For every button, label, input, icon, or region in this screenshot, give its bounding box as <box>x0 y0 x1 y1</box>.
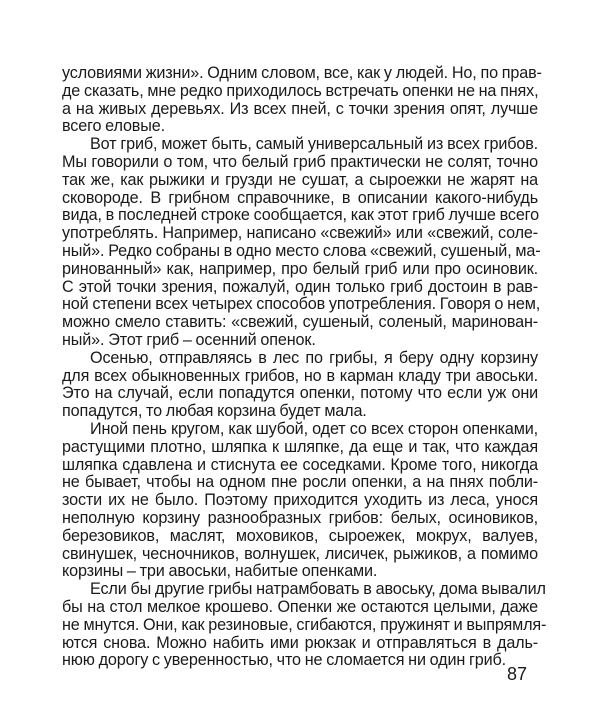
paragraph <box>62 135 541 350</box>
text-line: Вот гриб, может быть, самый универсальный из всех грибов. <box>90 135 538 154</box>
text-line: вида, в последней строке сообщается, как этот гриб лучше всего <box>62 206 539 225</box>
text-line: зости их не было. Поэтому приходится уходить из леса, унося <box>62 491 538 510</box>
text-line: Это на случай, если попадутся опенки, потому что если уж они <box>62 384 538 403</box>
text-line: Если бы другие грибы натрамбовать в авоську, дома вывалил <box>90 580 546 599</box>
text-line: бы на стол мелкое крошево. Опенки же остаются целыми, даже <box>62 597 538 616</box>
text-line: корзины – три авоськи, набитые опенками. <box>62 562 378 581</box>
text-line: неполную корзину разнообразных грибов: белых, осиновиков, <box>62 508 538 527</box>
text-line: С этой точки зрения, пожалуй, один только гриб достоин в рав- <box>62 277 538 296</box>
text-line: не мнутся. Они, как резиновые, сгибаются, пружинят и выпрямля- <box>62 615 547 634</box>
text-line: ринованный» как, например, про белый гриб или про осиновик. <box>62 259 538 278</box>
text-line: ются снова. Можно набить ими рюкзак и отправляться в даль- <box>62 633 538 652</box>
text-line: для всех обыкновенных грибов, но в карман кладу три авоськи. <box>62 366 538 385</box>
text-line: Иной пень кругом, как шубой, одет со всех сторон опенками, <box>90 419 538 438</box>
text-line: ный». Редко собраны в одно место слова «свежий, сушеный, ма- <box>62 241 541 260</box>
text-line: а на живых деревьях. Из всех пней, с точки зрения опят, лучше <box>62 99 538 118</box>
text-line: Мы говорили о том, что белый гриб практически не солят, точно <box>62 152 538 171</box>
text-line: ный». Этот гриб – осенний опенок. <box>62 330 316 349</box>
text-line: можно смело ставить: «свежий, сушеный, соленый, маринован- <box>62 313 538 332</box>
text-line: употреблять. Например, написано «свежий» или «свежий, соле- <box>62 224 538 243</box>
page-number: 87 <box>507 664 528 684</box>
page-body-text <box>62 64 547 670</box>
text-line: растущими плотно, шляпка к шляпке, да еще и так, что каждая <box>62 437 538 456</box>
text-line: березовиков, маслят, моховиков, сыроежек, мокрух, валуев, <box>62 526 538 545</box>
paragraph <box>62 350 538 421</box>
text-line: условиями жизни». Одним словом, все, как у людей. Но, по прав- <box>62 64 542 82</box>
text-line: так же, как рыжики и грузди не сушат, а сыроежки не жарят на <box>62 170 538 189</box>
paragraph <box>62 580 547 670</box>
text-line: де сказать, мне редко приходилось встречать опенки не на пнях, <box>62 81 539 100</box>
text-line: шляпка сдавлена и стиснута ее соседками. Кроме того, никогда <box>62 455 538 474</box>
text-line: ной степени всех четырех способов употребления. Говоря о нем, <box>62 295 541 314</box>
text-line: не бывает, чтобы на одном пне росли опенки, а на пнях побли- <box>62 473 538 492</box>
text-line: всего еловые. <box>62 117 165 136</box>
text-line: попадутся, то любая корзина будет мала. <box>62 402 367 421</box>
paragraph <box>62 64 542 136</box>
text-line: сковороде. В грибном справочнике, в описании какого-нибудь <box>62 188 538 207</box>
text-line: свинушек, чесночников, волнушек, лисичек, рыжиков, а помимо <box>62 544 538 563</box>
text-line: нюю дорогу с уверенностью, что не сломается ни один гриб. <box>62 651 506 670</box>
text-line: Осенью, отправляясь в лес по грибы, я беру одну корзину <box>90 348 538 367</box>
paragraph <box>62 421 538 581</box>
